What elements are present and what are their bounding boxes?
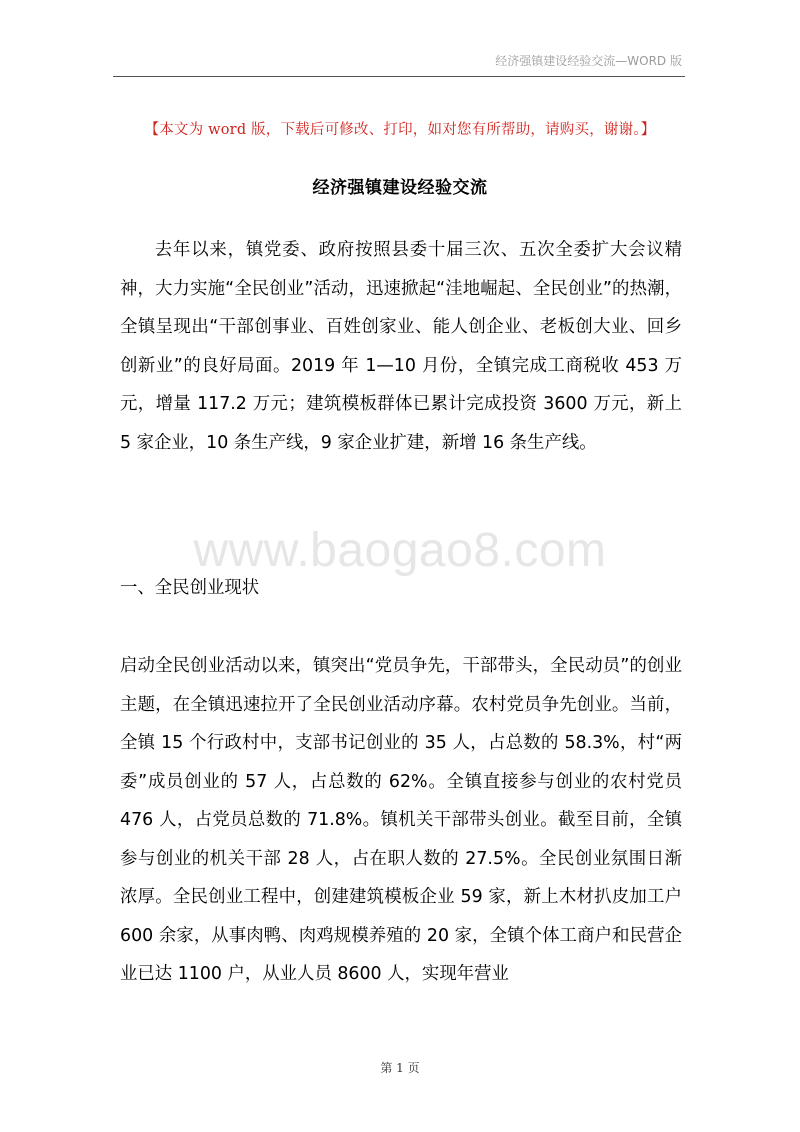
running-header: 经济强镇建设经验交流—WORD 版 [495, 54, 682, 68]
intro-paragraph: 去年以来，镇党委、政府按照县委十届三次、五次全委扩大会议精神，大力实施“全民创业”活动，迅速掀起“洼地崛起、全民创业”的热潮，全镇呈现出“干部创事业、百姓创家业、能人创企业、老板创大业、回乡创新业”的良好局面。2019 年 1—10 月份，全镇完成工商税收 453 万元，增量 117.2 万元；建筑模板群体已累计完成投资 3600 万元，新上 5 家企业，10 条生产线，9 家企业扩建，新增 16 条生产线。 [120, 240, 682, 453]
body-paragraph: 启动全民创业活动以来，镇突出“党员争先，干部带头，全民动员”的创业主题，在全镇迅速拉开了全民创业活动序幕。农村党员争先创业。当前，全镇 15 个行政村中，支部书记创业的 35 人，占总数的 58.3%，村“两委”成员创业的 57 人，占总数的 62%。全镇直接参与创业的农村党员 476 人，占党员总数的 71.8%。镇机关干部带头创业。截至目前，全镇参与创业的机关干部 28 人，占在职人数的 27.5%。全民创业氛围日渐浓厚。全民创业工程中，创建建筑模板企业 59 家，新上木材扒皮加工户 600 余家，从事肉鸭、肉鸡规模养殖的 20 家，全镇个体工商户和民营企业已达 1100 户，从业人员 8600 人，实现年营业 [120, 656, 682, 984]
page-number: 第 1 页 [380, 1061, 420, 1075]
header-divider [113, 76, 685, 77]
section-heading: 一、全民创业现状 [120, 578, 260, 598]
document-title: 经济强镇建设经验交流 [312, 178, 488, 198]
watermark: www.baogao8.com [193, 524, 607, 577]
download-notice: 【本文为 word 版，下载后可修改、打印，如对您有所帮助，请购买，谢谢。】 [144, 122, 656, 138]
